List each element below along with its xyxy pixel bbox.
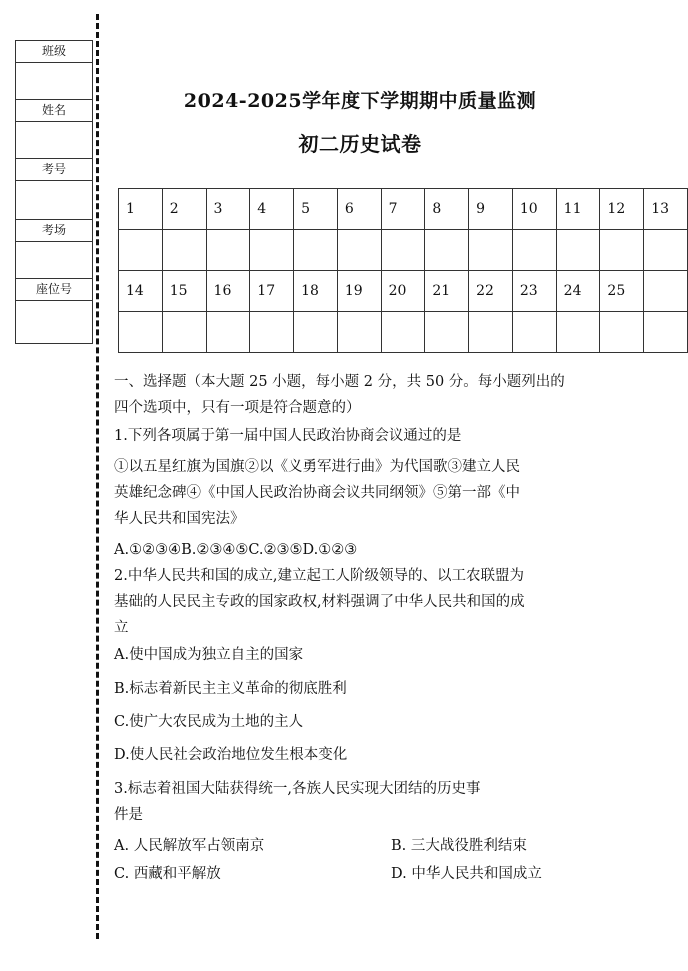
option-c[interactable]: C. 西藏和平解放 <box>114 866 221 882</box>
grid-answer-cell[interactable] <box>469 312 513 353</box>
grid-number-cell: 22 <box>469 271 513 312</box>
question-text-line: 基础的人民民主专政的国家政权,材料强调了中华人民共和国的成 <box>114 594 525 610</box>
option-a[interactable]: A. 人民解放军占领南京 <box>114 838 265 854</box>
grid-answer-cell[interactable] <box>162 312 206 353</box>
grid-answer-cell[interactable] <box>644 312 688 353</box>
option-c[interactable]: C.使广大农民成为土地的主人 <box>114 714 304 730</box>
grid-answer-cell[interactable] <box>425 312 469 353</box>
option-b[interactable]: B.标志着新民主主义革命的彻底胜利 <box>114 681 347 697</box>
student-info-panel <box>15 40 93 344</box>
grid-number-cell: 12 <box>600 189 644 230</box>
grid-answer-cell[interactable] <box>512 230 556 271</box>
grid-number-cell: 5 <box>294 189 338 230</box>
seat-number-label: 座位号 <box>15 279 93 301</box>
question-text-line: 英雄纪念碑④《中国人民政治协商会议共同纲领》⑤第一部《中 <box>114 485 520 501</box>
grid-answer-cell[interactable] <box>294 230 338 271</box>
class-label: 班级 <box>15 40 93 63</box>
grid-number-cell: 13 <box>644 189 688 230</box>
section-heading <box>114 369 624 421</box>
question-options[interactable]: A.①②③④B.②③④⑤C.②③⑤D.①②③ <box>114 542 358 558</box>
name-field[interactable] <box>15 122 93 159</box>
grid-number-row <box>119 271 688 312</box>
question-1 <box>114 423 624 563</box>
grid-answer-cell[interactable] <box>425 230 469 271</box>
grid-number-cell: 16 <box>206 271 250 312</box>
grid-number-cell: 11 <box>556 189 600 230</box>
grid-number-cell: 18 <box>294 271 338 312</box>
question-text-line: 华人民共和国宪法》 <box>114 511 245 527</box>
grid-answer-cell[interactable] <box>600 312 644 353</box>
grid-answer-cell[interactable] <box>381 230 425 271</box>
grid-answer-cell[interactable] <box>556 312 600 353</box>
grid-answer-cell[interactable] <box>250 312 294 353</box>
grid-number-cell: 20 <box>381 271 425 312</box>
grid-number-cell: 21 <box>425 271 469 312</box>
grid-answer-row <box>119 312 688 353</box>
grid-answer-cell[interactable] <box>250 230 294 271</box>
grid-number-cell: 10 <box>512 189 556 230</box>
option-a[interactable]: A.使中国成为独立自主的国家 <box>114 647 304 663</box>
grid-answer-cell[interactable] <box>119 312 163 353</box>
grid-number-cell: 15 <box>162 271 206 312</box>
grid-answer-cell[interactable] <box>337 230 381 271</box>
question-text-line: 立 <box>114 620 129 636</box>
grid-answer-cell[interactable] <box>162 230 206 271</box>
seat-number-field[interactable] <box>15 301 93 344</box>
grid-answer-cell[interactable] <box>469 230 513 271</box>
grid-number-cell: 9 <box>469 189 513 230</box>
question-3 <box>114 776 624 828</box>
grid-answer-cell[interactable] <box>294 312 338 353</box>
grid-number-cell: 17 <box>250 271 294 312</box>
grid-number-cell: 8 <box>425 189 469 230</box>
grid-answer-cell[interactable] <box>206 312 250 353</box>
class-field[interactable] <box>15 63 93 100</box>
grid-number-cell: 1 <box>119 189 163 230</box>
binding-line <box>96 14 99 939</box>
question-stem: 1.下列各项属于第一届中国人民政治协商会议通过的是 <box>114 428 462 444</box>
grid-number-cell: 2 <box>162 189 206 230</box>
question-text-line: 3.标志着祖国大陆获得统一,各族人民实现大团结的历史事 <box>114 781 481 797</box>
section-heading-line: 一、选择题（本大题 25 小题，每小题 2 分，共 50 分。每小题列出的 <box>114 374 565 390</box>
option-b[interactable]: B. 三大战役胜利结束 <box>391 838 527 854</box>
grid-number-cell: 24 <box>556 271 600 312</box>
grid-answer-cell[interactable] <box>381 312 425 353</box>
grid-answer-cell[interactable] <box>556 230 600 271</box>
question-text-line: 件是 <box>114 807 143 823</box>
answer-grid <box>118 188 688 353</box>
exam-subtitle: 初二历史试卷 <box>298 132 422 156</box>
option-d[interactable]: D. 中华人民共和国成立 <box>391 866 542 882</box>
exam-number-field[interactable] <box>15 181 93 220</box>
grid-number-cell: 14 <box>119 271 163 312</box>
grid-answer-cell[interactable] <box>644 230 688 271</box>
exam-room-label: 考场 <box>15 220 93 242</box>
question-text-line: ①以五星红旗为国旗②以《义勇军进行曲》为代国歌③建立人民 <box>114 459 520 475</box>
grid-answer-cell[interactable] <box>600 230 644 271</box>
grid-number-cell: 4 <box>250 189 294 230</box>
section-heading-line: 四个选项中，只有一项是符合题意的） <box>114 400 361 416</box>
grid-number-row <box>119 189 688 230</box>
name-label: 姓名 <box>15 100 93 122</box>
grid-answer-cell[interactable] <box>512 312 556 353</box>
grid-answer-cell[interactable] <box>119 230 163 271</box>
question-text-line: 2.中华人民共和国的成立,建立起工人阶级领导的、以工农联盟为 <box>114 568 524 584</box>
grid-number-cell: 19 <box>337 271 381 312</box>
grid-answer-cell[interactable] <box>337 312 381 353</box>
option-d[interactable]: D.使人民社会政治地位发生根本变化 <box>114 747 348 763</box>
question-2 <box>114 563 624 641</box>
exam-number-label: 考号 <box>15 159 93 181</box>
grid-number-cell: 23 <box>512 271 556 312</box>
exam-title: 2024-2025学年度下学期期中质量监测 <box>183 90 537 112</box>
grid-number-cell: 7 <box>381 189 425 230</box>
grid-number-cell: 3 <box>206 189 250 230</box>
exam-room-field[interactable] <box>15 242 93 279</box>
grid-number-cell: 6 <box>337 189 381 230</box>
grid-answer-cell[interactable] <box>206 230 250 271</box>
grid-number-cell: 25 <box>600 271 644 312</box>
grid-number-cell <box>644 271 688 312</box>
grid-answer-row <box>119 230 688 271</box>
